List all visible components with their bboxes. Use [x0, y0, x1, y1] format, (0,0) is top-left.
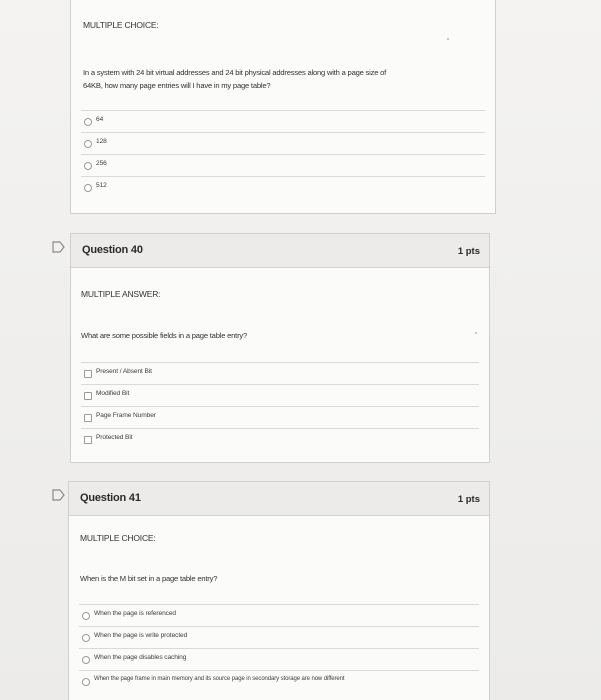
question-text-line: In a system with 24 bit virtual addresses and 24 bit physical addresses along with a page size of	[83, 68, 387, 77]
answer-label: When the page is write protected	[94, 632, 188, 639]
radio-button[interactable]	[82, 656, 90, 664]
answer-label: Modified Bit	[96, 390, 130, 397]
question-text	[83, 66, 483, 92]
answer-label: 64	[96, 116, 104, 123]
checkbox[interactable]	[84, 392, 92, 400]
question-title: Question 40	[82, 244, 143, 256]
decorative-dot	[475, 332, 477, 334]
answer-option[interactable]	[81, 132, 485, 154]
question-type-label: MULTIPLE CHOICE:	[83, 20, 159, 30]
answer-option[interactable]	[79, 648, 479, 670]
answer-option[interactable]	[81, 384, 479, 406]
radio-button[interactable]	[82, 612, 90, 620]
question-points: 1 pts	[457, 494, 480, 505]
radio-button[interactable]	[84, 140, 92, 148]
answer-option[interactable]	[81, 110, 485, 132]
answer-label: When the page disables caching	[94, 654, 187, 661]
question-41-card	[68, 481, 490, 700]
radio-button[interactable]	[84, 184, 92, 192]
flag-icon[interactable]	[52, 488, 66, 500]
question-40-card	[70, 233, 490, 463]
answer-option[interactable]	[81, 176, 485, 198]
answer-label: Protected Bit	[96, 434, 133, 441]
answer-option[interactable]	[79, 604, 479, 626]
checkbox[interactable]	[84, 414, 92, 422]
question-points: 1 pts	[457, 246, 480, 257]
question-text: When is the M bit set in a page table entry?	[80, 574, 218, 583]
question-header	[69, 482, 489, 516]
answer-label: When the page frame in main memory and its source page in secondary storage are now different	[94, 676, 345, 682]
answer-option[interactable]	[81, 428, 479, 450]
answer-label: 512	[96, 182, 107, 189]
question-39-card	[70, 0, 496, 214]
answer-option[interactable]	[79, 670, 479, 692]
answer-label: Page Frame Number	[96, 412, 156, 419]
answer-label: 256	[96, 160, 107, 167]
checkbox[interactable]	[84, 370, 92, 378]
flag-icon[interactable]	[52, 240, 66, 252]
answer-option[interactable]	[81, 406, 479, 428]
answer-label: 128	[96, 138, 107, 145]
answer-label: Present / Absent Bit	[96, 368, 152, 375]
question-text: What are some possible fields in a page table entry?	[81, 331, 248, 340]
radio-button[interactable]	[84, 118, 92, 126]
radio-button[interactable]	[84, 162, 92, 170]
question-text-line: 64KB, how many page entries will I have in my page table?	[83, 81, 271, 90]
radio-button[interactable]	[82, 634, 90, 642]
question-title: Question 41	[80, 492, 141, 504]
question-header	[71, 234, 489, 268]
decorative-dot	[447, 38, 449, 40]
question-type-label: MULTIPLE CHOICE:	[80, 533, 156, 543]
answer-option[interactable]	[79, 626, 479, 648]
answer-label: When the page is referenced	[94, 610, 176, 617]
checkbox[interactable]	[84, 436, 92, 444]
answer-option[interactable]	[81, 362, 479, 384]
answer-option[interactable]	[81, 154, 485, 176]
radio-button[interactable]	[82, 678, 90, 686]
question-type-label: MULTIPLE ANSWER:	[81, 289, 161, 299]
